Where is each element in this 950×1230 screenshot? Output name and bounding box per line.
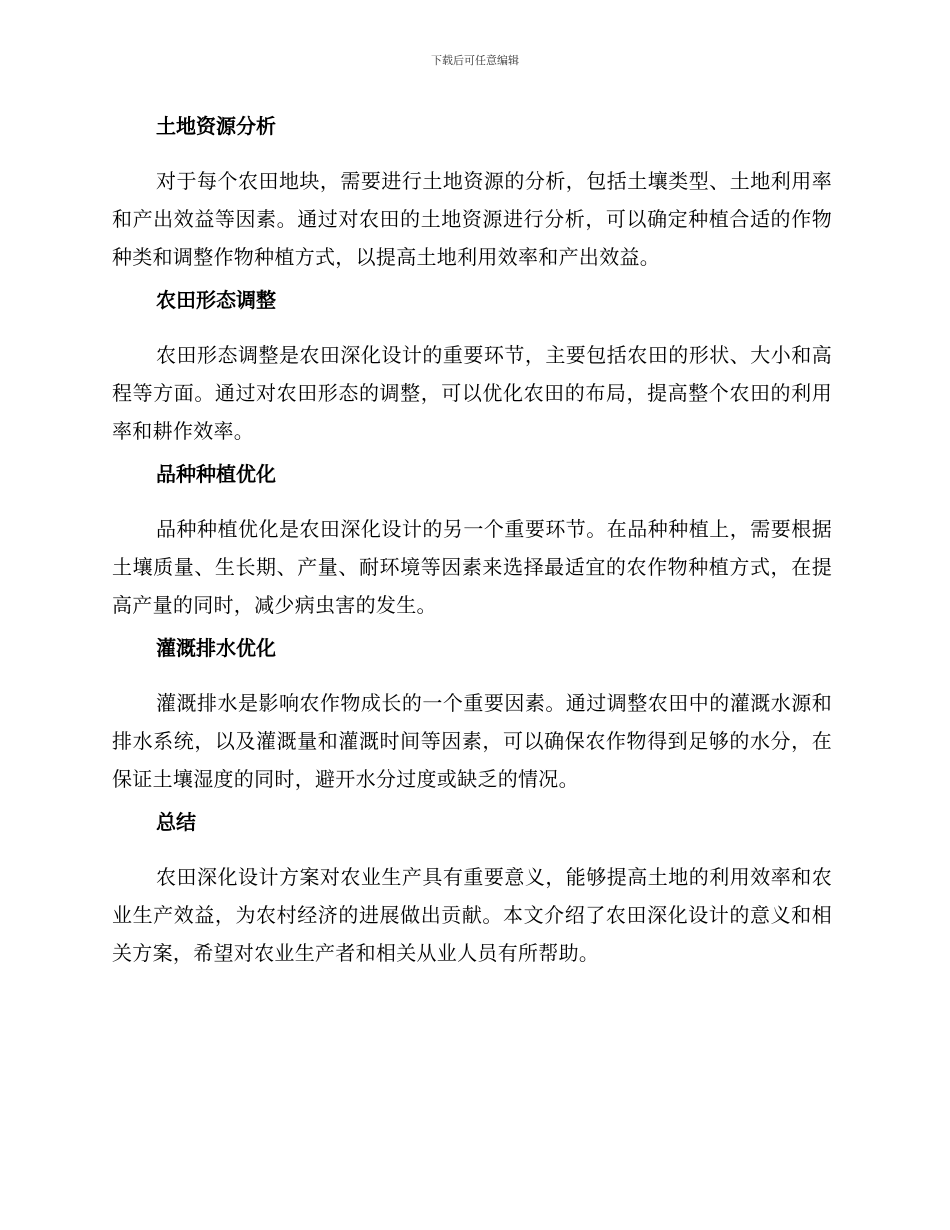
section-irrigation-drainage-optimization [112,632,832,798]
section-field-shape-adjustment [112,284,832,450]
section-paragraph: 品种种植优化是农田深化设计的另一个重要环节。在品种种植上，需要根据土壤质量、生长期、产量、耐环境等因素来选择最适宜的农作物种植方式，在提高产量的同时，减少病虫害的发生。 [112,517,832,617]
section-heading: 农田形态调整 [156,288,276,312]
section-summary [112,806,832,972]
section-heading: 土地资源分析 [156,114,276,138]
page-header: 下载后可任意编辑 [431,54,519,67]
section-paragraph: 灌溉排水是影响农作物成长的一个重要因素。通过调整农田中的灌溉水源和排水系统，以及灌溉量和灌溉时间等因素，可以确保农作物得到足够的水分，在保证土壤湿度的同时，避开水分过度或缺乏的情况。 [112,691,832,791]
section-land-resource-analysis [112,110,832,276]
section-paragraph: 农田形态调整是农田深化设计的重要环节，主要包括农田的形状、大小和高程等方面。通过对农田形态的调整，可以优化农田的布局，提高整个农田的利用率和耕作效率。 [112,343,832,443]
section-paragraph: 农田深化设计方案对农业生产具有重要意义，能够提高土地的利用效率和农业生产效益，为农村经济的进展做出贡献。本文介绍了农田深化设计的意义和相关方案，希望对农业生产者和相关从业人员有所帮助。 [112,865,832,965]
section-heading: 品种种植优化 [156,462,276,486]
section-variety-planting-optimization [112,458,832,624]
section-paragraph: 对于每个农田地块，需要进行土地资源的分析，包括土壤类型、土地利用率和产出效益等因素。通过对农田的土地资源进行分析，可以确定种植合适的作物种类和调整作物种植方式，以提高土地利用效率和产出效益。 [112,169,832,269]
section-heading: 总结 [156,810,196,834]
document-body [112,110,832,980]
section-heading: 灌溉排水优化 [156,636,276,660]
